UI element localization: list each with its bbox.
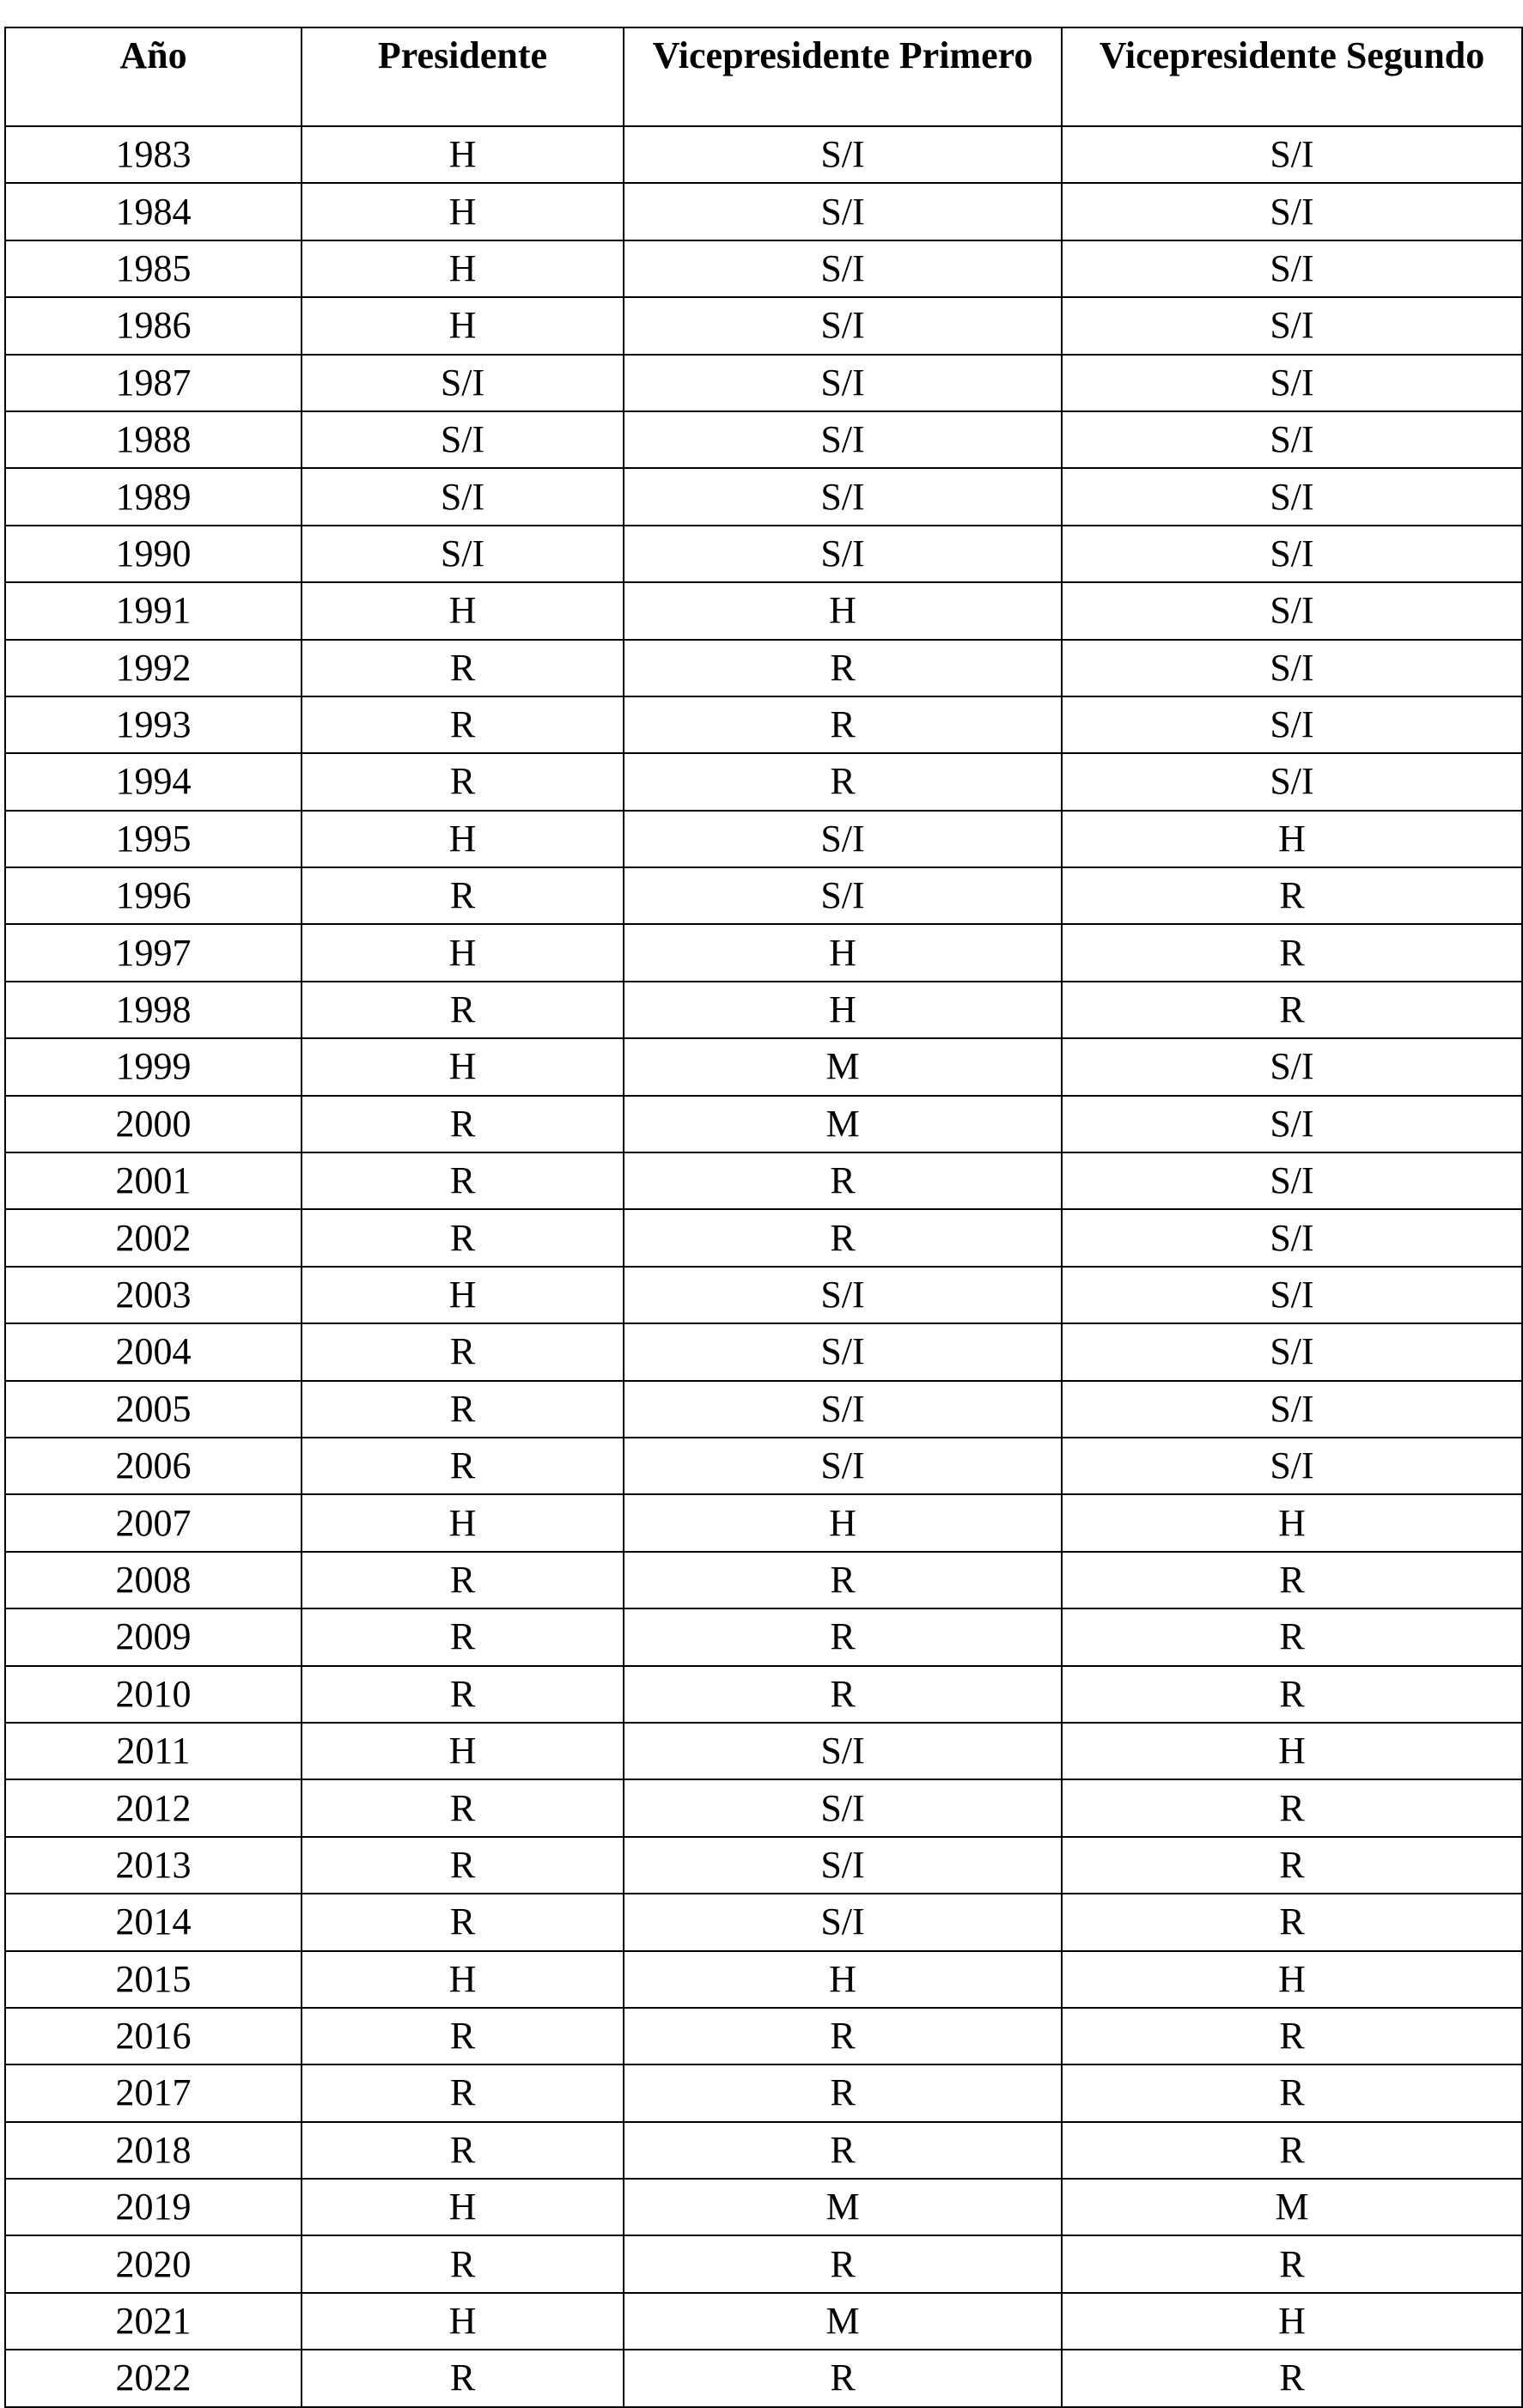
- table-row: [5, 1267, 1522, 1323]
- table-row: [5, 1894, 1522, 1950]
- column-header-vicepresidente-segundo: Vicepresidente Segundo: [1062, 27, 1522, 126]
- cell-ano: 2016: [5, 2008, 302, 2064]
- cell-ano: 2001: [5, 1152, 302, 1209]
- table-row: [5, 1323, 1522, 1380]
- cell-ano: 2009: [5, 1608, 302, 1665]
- cell-vicepresidente-segundo: R: [1062, 1894, 1522, 1950]
- cell-ano: 1995: [5, 811, 302, 867]
- cell-presidente: H: [302, 1723, 624, 1779]
- cell-presidente: R: [302, 1438, 624, 1494]
- cell-vicepresidente-segundo: S/I: [1062, 1152, 1522, 1209]
- cell-presidente: H: [302, 1494, 624, 1551]
- table-row: [5, 2293, 1522, 2350]
- cell-vicepresidente-primero: S/I: [624, 355, 1062, 411]
- cell-vicepresidente-segundo: R: [1062, 924, 1522, 981]
- cell-vicepresidente-primero: R: [624, 753, 1062, 810]
- table-row: [5, 1666, 1522, 1723]
- cell-ano: 1987: [5, 355, 302, 411]
- cell-vicepresidente-primero: H: [624, 1494, 1062, 1551]
- cell-ano: 1999: [5, 1038, 302, 1095]
- cell-presidente: H: [302, 126, 624, 183]
- cell-vicepresidente-segundo: R: [1062, 982, 1522, 1038]
- cell-presidente: R: [302, 1837, 624, 1894]
- cell-ano: 1984: [5, 183, 302, 240]
- cell-vicepresidente-segundo: S/I: [1062, 640, 1522, 696]
- cell-ano: 2002: [5, 1209, 302, 1266]
- table-row: [5, 2064, 1522, 2121]
- cell-vicepresidente-segundo: S/I: [1062, 582, 1522, 639]
- table-row: [5, 2122, 1522, 2179]
- cell-ano: 2015: [5, 1951, 302, 2008]
- cell-vicepresidente-primero: R: [624, 2064, 1062, 2121]
- cell-vicepresidente-segundo: R: [1062, 1552, 1522, 1608]
- table-row: [5, 297, 1522, 354]
- cell-vicepresidente-segundo: S/I: [1062, 1381, 1522, 1438]
- cell-vicepresidente-primero: R: [624, 1209, 1062, 1266]
- cell-vicepresidente-segundo: S/I: [1062, 297, 1522, 354]
- cell-presidente: R: [302, 1666, 624, 1723]
- cell-presidente: R: [302, 1381, 624, 1438]
- cell-ano: 2021: [5, 2293, 302, 2350]
- table-row: [5, 183, 1522, 240]
- cell-vicepresidente-segundo: S/I: [1062, 355, 1522, 411]
- cell-vicepresidente-primero: R: [624, 640, 1062, 696]
- cell-ano: 2020: [5, 2235, 302, 2292]
- cell-vicepresidente-primero: R: [624, 696, 1062, 753]
- cell-vicepresidente-primero: H: [624, 582, 1062, 639]
- header-row: [5, 27, 1522, 126]
- table-row: [5, 2350, 1522, 2406]
- cell-ano: 2018: [5, 2122, 302, 2179]
- cell-vicepresidente-segundo: S/I: [1062, 1209, 1522, 1266]
- cell-vicepresidente-segundo: R: [1062, 2350, 1522, 2406]
- cell-presidente: R: [302, 1552, 624, 1608]
- cell-vicepresidente-primero: S/I: [624, 1894, 1062, 1950]
- cell-ano: 1992: [5, 640, 302, 696]
- cell-vicepresidente-primero: M: [624, 2179, 1062, 2235]
- cell-vicepresidente-segundo: S/I: [1062, 240, 1522, 297]
- cell-vicepresidente-segundo: R: [1062, 867, 1522, 924]
- table-row: [5, 1723, 1522, 1779]
- cell-presidente: H: [302, 2179, 624, 2235]
- cell-vicepresidente-primero: R: [624, 1552, 1062, 1608]
- cell-presidente: H: [302, 240, 624, 297]
- table-row: [5, 753, 1522, 810]
- table-row: [5, 526, 1522, 582]
- cell-vicepresidente-primero: S/I: [624, 1438, 1062, 1494]
- cell-presidente: H: [302, 183, 624, 240]
- cell-ano: 2000: [5, 1096, 302, 1152]
- cell-vicepresidente-primero: R: [624, 2350, 1062, 2406]
- cell-vicepresidente-segundo: S/I: [1062, 1096, 1522, 1152]
- table-row: [5, 1038, 1522, 1095]
- cell-vicepresidente-segundo: H: [1062, 2293, 1522, 2350]
- column-header-vicepresidente-primero: Vicepresidente Primero: [624, 27, 1062, 126]
- cell-ano: 2008: [5, 1552, 302, 1608]
- cell-presidente: R: [302, 1779, 624, 1836]
- cell-vicepresidente-segundo: S/I: [1062, 526, 1522, 582]
- cell-presidente: R: [302, 2064, 624, 2121]
- cell-presidente: R: [302, 2235, 624, 2292]
- column-header-presidente: Presidente: [302, 27, 624, 126]
- cell-vicepresidente-primero: S/I: [624, 468, 1062, 525]
- cell-ano: 1991: [5, 582, 302, 639]
- cell-vicepresidente-segundo: S/I: [1062, 753, 1522, 810]
- cell-presidente: R: [302, 867, 624, 924]
- table-row: [5, 867, 1522, 924]
- cell-presidente: S/I: [302, 355, 624, 411]
- table-row: [5, 1096, 1522, 1152]
- cell-ano: 1997: [5, 924, 302, 981]
- cell-presidente: R: [302, 1323, 624, 1380]
- cell-vicepresidente-primero: R: [624, 1152, 1062, 1209]
- cell-presidente: R: [302, 2350, 624, 2406]
- cell-presidente: R: [302, 2008, 624, 2064]
- table-row: [5, 126, 1522, 183]
- cell-presidente: S/I: [302, 411, 624, 468]
- cell-presidente: R: [302, 696, 624, 753]
- cell-vicepresidente-primero: S/I: [624, 1381, 1062, 1438]
- table-row: [5, 1552, 1522, 1608]
- cell-vicepresidente-segundo: S/I: [1062, 126, 1522, 183]
- cell-vicepresidente-segundo: S/I: [1062, 468, 1522, 525]
- cell-vicepresidente-primero: S/I: [624, 1723, 1062, 1779]
- cell-presidente: R: [302, 753, 624, 810]
- cell-vicepresidente-primero: M: [624, 1096, 1062, 1152]
- table-row: [5, 1438, 1522, 1494]
- table-row: [5, 1779, 1522, 1836]
- cell-presidente: H: [302, 1267, 624, 1323]
- cell-vicepresidente-primero: H: [624, 924, 1062, 981]
- cell-vicepresidente-primero: H: [624, 982, 1062, 1038]
- table-row: [5, 640, 1522, 696]
- cell-presidente: H: [302, 811, 624, 867]
- cell-vicepresidente-segundo: S/I: [1062, 1323, 1522, 1380]
- cell-vicepresidente-primero: M: [624, 1038, 1062, 1095]
- cell-vicepresidente-primero: S/I: [624, 1323, 1062, 1380]
- cell-vicepresidente-primero: M: [624, 2293, 1062, 2350]
- cell-ano: 2017: [5, 2064, 302, 2121]
- cell-ano: 1996: [5, 867, 302, 924]
- cell-vicepresidente-segundo: H: [1062, 811, 1522, 867]
- table-body: [5, 126, 1522, 2407]
- table-row: [5, 1951, 1522, 2008]
- cell-presidente: R: [302, 982, 624, 1038]
- cell-ano: 1983: [5, 126, 302, 183]
- table-row: [5, 2235, 1522, 2292]
- cell-vicepresidente-segundo: S/I: [1062, 1038, 1522, 1095]
- cell-presidente: R: [302, 1894, 624, 1950]
- cell-ano: 2005: [5, 1381, 302, 1438]
- cell-ano: 1986: [5, 297, 302, 354]
- table-row: [5, 696, 1522, 753]
- table-row: [5, 1608, 1522, 1665]
- cell-presidente: R: [302, 1209, 624, 1266]
- cell-vicepresidente-segundo: H: [1062, 1951, 1522, 2008]
- cell-vicepresidente-primero: S/I: [624, 297, 1062, 354]
- table-row: [5, 411, 1522, 468]
- cell-presidente: H: [302, 1951, 624, 2008]
- cell-presidente: S/I: [302, 526, 624, 582]
- cell-vicepresidente-primero: R: [624, 2008, 1062, 2064]
- cell-presidente: H: [302, 1038, 624, 1095]
- cell-ano: 1994: [5, 753, 302, 810]
- cell-ano: 1998: [5, 982, 302, 1038]
- cell-vicepresidente-primero: S/I: [624, 240, 1062, 297]
- cell-vicepresidente-primero: H: [624, 1951, 1062, 2008]
- cell-vicepresidente-segundo: S/I: [1062, 183, 1522, 240]
- cell-presidente: R: [302, 640, 624, 696]
- cell-vicepresidente-segundo: H: [1062, 1723, 1522, 1779]
- cell-vicepresidente-primero: R: [624, 2122, 1062, 2179]
- cell-vicepresidente-segundo: R: [1062, 1666, 1522, 1723]
- cell-ano: 2006: [5, 1438, 302, 1494]
- cell-vicepresidente-segundo: R: [1062, 1837, 1522, 1894]
- cell-vicepresidente-primero: S/I: [624, 526, 1062, 582]
- cell-vicepresidente-primero: S/I: [624, 1779, 1062, 1836]
- cell-vicepresidente-segundo: R: [1062, 1779, 1522, 1836]
- cell-ano: 1985: [5, 240, 302, 297]
- cell-ano: 2010: [5, 1666, 302, 1723]
- cell-vicepresidente-segundo: R: [1062, 1608, 1522, 1665]
- cell-ano: 2022: [5, 2350, 302, 2406]
- cell-vicepresidente-segundo: S/I: [1062, 411, 1522, 468]
- cell-presidente: H: [302, 582, 624, 639]
- cell-vicepresidente-primero: S/I: [624, 867, 1062, 924]
- cell-ano: 1990: [5, 526, 302, 582]
- table-row: [5, 468, 1522, 525]
- cell-presidente: H: [302, 2293, 624, 2350]
- cell-vicepresidente-primero: S/I: [624, 126, 1062, 183]
- cell-vicepresidente-segundo: R: [1062, 2008, 1522, 2064]
- cell-ano: 2011: [5, 1723, 302, 1779]
- cell-presidente: R: [302, 2122, 624, 2179]
- cell-vicepresidente-segundo: S/I: [1062, 696, 1522, 753]
- table-row: [5, 355, 1522, 411]
- cell-ano: 2004: [5, 1323, 302, 1380]
- table-row: [5, 582, 1522, 639]
- cell-presidente: H: [302, 924, 624, 981]
- cell-presidente: S/I: [302, 468, 624, 525]
- cell-vicepresidente-segundo: R: [1062, 2064, 1522, 2121]
- cell-presidente: H: [302, 297, 624, 354]
- cell-ano: 2007: [5, 1494, 302, 1551]
- cell-vicepresidente-segundo: R: [1062, 2122, 1522, 2179]
- cell-ano: 2013: [5, 1837, 302, 1894]
- table-row: [5, 924, 1522, 981]
- cell-vicepresidente-primero: S/I: [624, 1837, 1062, 1894]
- data-table: [4, 27, 1523, 2408]
- cell-vicepresidente-primero: S/I: [624, 411, 1062, 468]
- cell-vicepresidente-primero: R: [624, 2235, 1062, 2292]
- cell-vicepresidente-segundo: S/I: [1062, 1267, 1522, 1323]
- cell-vicepresidente-primero: S/I: [624, 183, 1062, 240]
- cell-presidente: R: [302, 1096, 624, 1152]
- cell-ano: 2003: [5, 1267, 302, 1323]
- table-row: [5, 2008, 1522, 2064]
- table-row: [5, 1152, 1522, 1209]
- cell-vicepresidente-primero: R: [624, 1666, 1062, 1723]
- cell-vicepresidente-segundo: H: [1062, 1494, 1522, 1551]
- cell-vicepresidente-primero: S/I: [624, 811, 1062, 867]
- table-row: [5, 1837, 1522, 1894]
- table-row: [5, 1494, 1522, 1551]
- table-row: [5, 811, 1522, 867]
- table-row: [5, 1381, 1522, 1438]
- cell-vicepresidente-primero: R: [624, 1608, 1062, 1665]
- table-row: [5, 2179, 1522, 2235]
- table-header: [5, 27, 1522, 126]
- cell-vicepresidente-segundo: S/I: [1062, 1438, 1522, 1494]
- column-header-ano: Año: [5, 27, 302, 126]
- cell-presidente: R: [302, 1152, 624, 1209]
- cell-ano: 2012: [5, 1779, 302, 1836]
- cell-vicepresidente-primero: S/I: [624, 1267, 1062, 1323]
- cell-ano: 1989: [5, 468, 302, 525]
- cell-ano: 1988: [5, 411, 302, 468]
- cell-vicepresidente-segundo: R: [1062, 2235, 1522, 2292]
- cell-ano: 2014: [5, 1894, 302, 1950]
- cell-presidente: R: [302, 1608, 624, 1665]
- cell-ano: 2019: [5, 2179, 302, 2235]
- table-row: [5, 240, 1522, 297]
- table-row: [5, 1209, 1522, 1266]
- cell-ano: 1993: [5, 696, 302, 753]
- cell-vicepresidente-segundo: M: [1062, 2179, 1522, 2235]
- table-row: [5, 982, 1522, 1038]
